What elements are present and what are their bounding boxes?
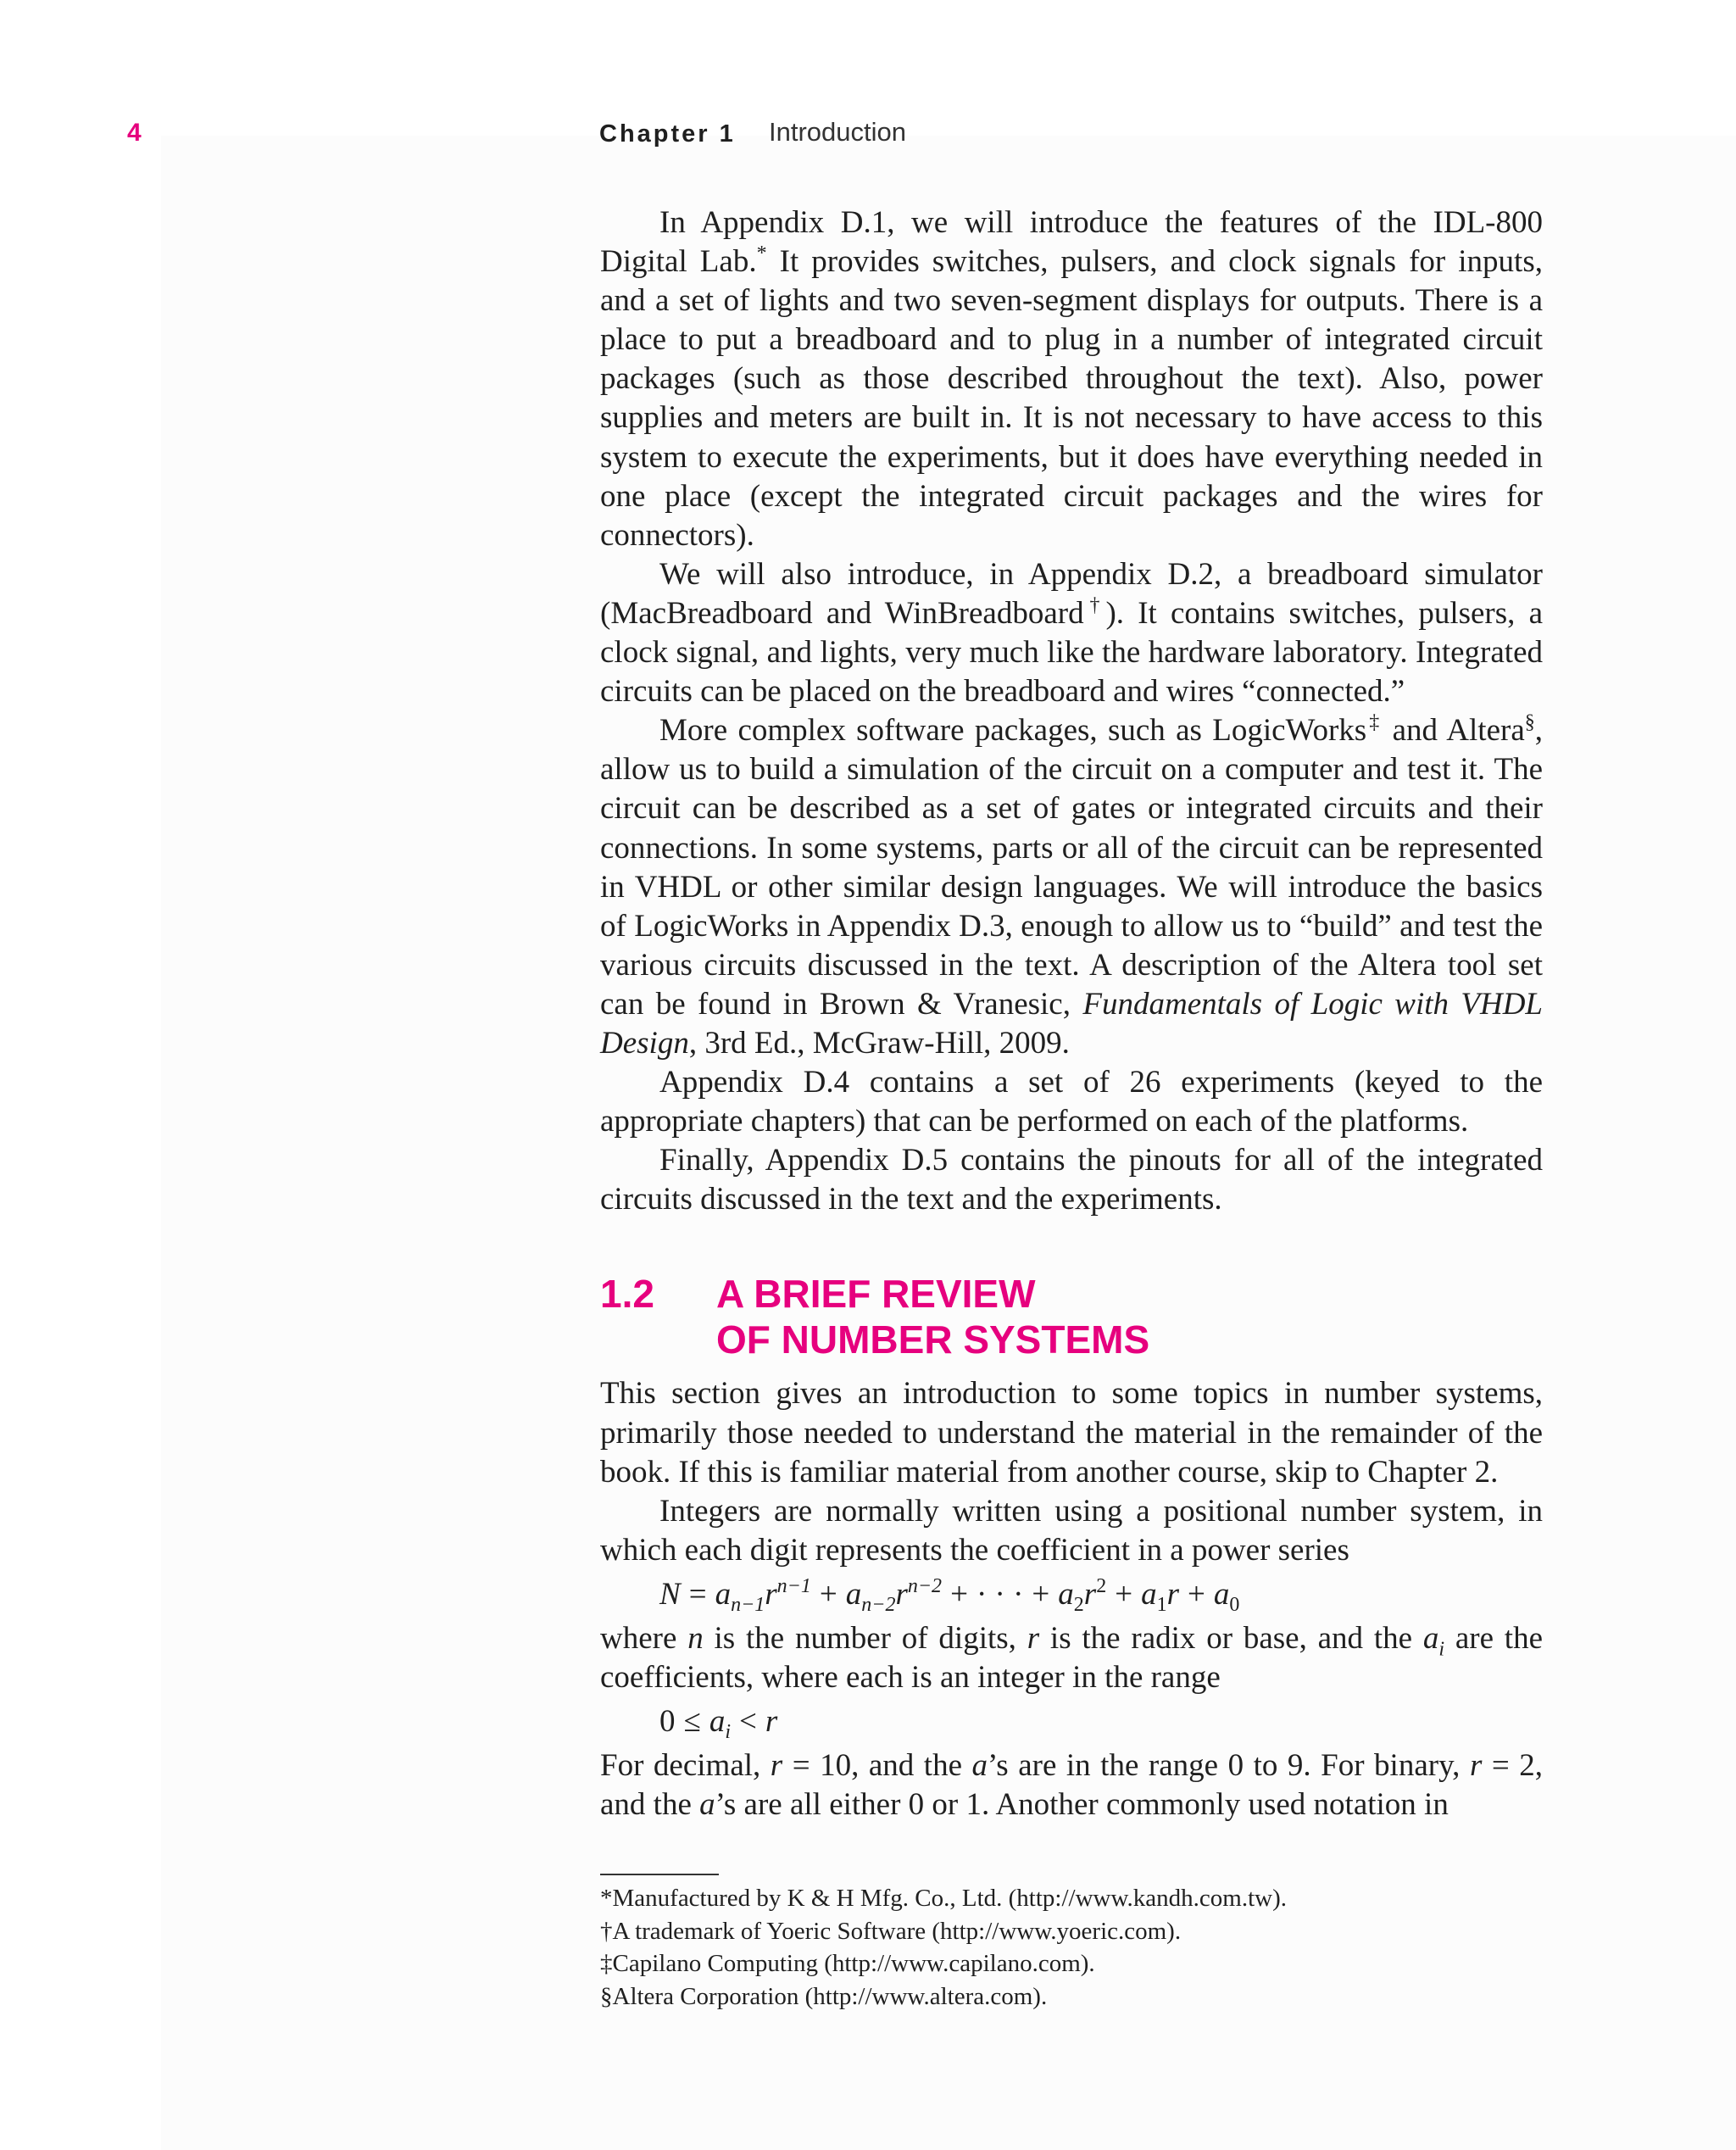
math-subscript: 2 — [1073, 1593, 1084, 1616]
math-symbol: a — [715, 1576, 732, 1612]
running-header — [0, 117, 1736, 151]
text-run: and Altera — [1382, 713, 1525, 749]
footnote: ‡Capilano Computing (http://www.capilano.com). — [600, 1950, 1095, 1978]
section-title — [716, 1271, 1149, 1362]
math-symbol: r — [1083, 1576, 1097, 1612]
section-number: 1.2 — [600, 1272, 654, 1317]
math-symbol: r — [1027, 1620, 1040, 1656]
math-symbol: a — [1141, 1576, 1157, 1612]
math-operator: + — [1115, 1576, 1133, 1612]
section-heading — [600, 1271, 1543, 1362]
chapter-title: Introduction — [769, 117, 906, 147]
math-operator: ≤ — [683, 1704, 701, 1740]
paragraph-idl800 — [600, 203, 1543, 555]
paragraph-pinouts: Finally, Appendix D.5 contains the pinouts for all of the integrated circuits discussed in the text and the experiments. — [600, 1143, 1543, 1217]
text-run: , allow us to build a simulation of the circuit on a computer and test it. The circuit can be described as a set of gates or integrated circuits and their connections. In some systems, parts or all of the circuit can be represented in VHDL or other similar design languages. We will introduce the basics of LogicWorks in Appendix D.3, enough to allow us to “build” and test the various circuits discussed in the text. A description of the Altera tool set can be found in Brown & Vranesic, — [600, 713, 1544, 1022]
math-subscript: 1 — [1156, 1593, 1167, 1616]
text-column — [600, 203, 1543, 2013]
math-symbol: r — [1469, 1748, 1483, 1784]
footnote-mark: § — [1524, 711, 1535, 734]
math-superscript: n−1 — [776, 1574, 811, 1597]
paragraph-experiments: Appendix D.4 contains a set of 26 experiments (keyed to the appropriate chapters) that can be performed on each of the platforms. — [600, 1065, 1543, 1139]
text-run: = 2, and the — [600, 1748, 1544, 1823]
math-ellipsis: · · · — [976, 1576, 1024, 1612]
power-series-equation — [659, 1570, 1543, 1619]
text-run: where — [600, 1620, 688, 1656]
paragraph-logicworks — [600, 711, 1543, 1063]
footnote-mark: † — [1083, 593, 1106, 616]
math-symbol: a — [699, 1787, 715, 1823]
footnote-mark: ‡ — [1366, 711, 1383, 734]
footnote-mark: * — [756, 242, 767, 265]
math-operator: + — [1187, 1576, 1205, 1612]
paragraph-digits — [600, 1619, 1543, 1697]
section-title-line: OF NUMBER SYSTEMS — [716, 1317, 1150, 1362]
math-symbol: n — [687, 1620, 704, 1656]
math-operator: = — [688, 1576, 707, 1612]
math-operator: + — [950, 1576, 968, 1612]
math-operator: + — [819, 1576, 837, 1612]
math-superscript: n−2 — [907, 1574, 943, 1597]
math-symbol: a — [1422, 1620, 1439, 1656]
math-subscript: 0 — [1229, 1593, 1240, 1616]
text-run: We will also introduce, in Appendix D.2, a breadboard simulator (MacBreadboard and WinBreadboard — [600, 556, 1543, 631]
text-run: ’s are all either 0 or 1. Another commonly used notation in — [715, 1787, 1449, 1823]
footnote: †A trademark of Yoeric Software (http://www.yoeric.com). — [600, 1917, 1182, 1945]
paragraph-section-intro: This section gives an introduction to some topics in number systems, primarily those needed to understand the material in the remainder of the book. If this is familiar material from another course, skip to Chapter 2. — [600, 1376, 1543, 1490]
math-subscript: i — [725, 1721, 731, 1744]
math-symbol: N — [659, 1576, 681, 1612]
math-symbol: r — [765, 1704, 778, 1740]
text-run: is the number of digits, — [703, 1620, 1027, 1656]
paragraph-positional: Integers are normally written using a positional number system, in which each digit represents the coefficient in a power series — [600, 1493, 1543, 1568]
math-symbol: a — [971, 1748, 988, 1784]
math-operator: < — [738, 1704, 757, 1740]
math-subscript: i — [1438, 1638, 1445, 1661]
math-operator: + — [1032, 1576, 1050, 1612]
math-subscript: n−2 — [861, 1593, 896, 1616]
math-symbol: 0 — [659, 1704, 676, 1740]
math-superscript: 2 — [1096, 1574, 1107, 1597]
text-run: , 3rd Ed., McGraw-Hill, 2009. — [688, 1025, 1070, 1061]
math-symbol: a — [1058, 1576, 1074, 1612]
book-title: Fundamentals of Logic with VHDL Design — [600, 986, 1544, 1061]
paragraph-decimal-binary — [600, 1746, 1543, 1824]
math-symbol: a — [845, 1576, 862, 1612]
math-symbol: r — [770, 1748, 783, 1784]
text-run: ). It contains switches, pulsers, a clock signal, and lights, very much like the hardware laboratory. Integrated circuits can be placed on the breadboard and wires “connected.” — [600, 595, 1543, 710]
page-number: 4 — [127, 119, 142, 147]
math-symbol: r — [895, 1576, 908, 1612]
text-run: is the radix or base, and the — [1039, 1620, 1423, 1656]
text-run: For decimal, — [600, 1748, 771, 1784]
math-symbol: a — [1213, 1576, 1230, 1612]
text-run: More complex software packages, such as LogicWorks — [659, 713, 1367, 749]
math-subscript: n−1 — [731, 1593, 765, 1616]
text-run: = 10, and the — [782, 1748, 972, 1784]
text-run: In Appendix D.1, we will introduce the features of the IDL-800 Digital Lab. — [600, 205, 1543, 280]
text-run: It provides switches, pulsers, and clock signals for inputs, and a set of lights and two seven-segment displays for outputs. There is a place to put a breadboard and to plug in a number of integrated circuit packages (such as those described throughout the text). Also, power supplies and meters are built in. It is not necessary to have access to this system to execute the experiments, but it does have everything needed in one place (except the integrated circuit packages and the wires for connectors). — [600, 244, 1543, 553]
footnote: §Altera Corporation (http://www.altera.com). — [600, 1982, 1048, 2010]
math-symbol: r — [765, 1576, 777, 1612]
footnote: *Manufactured by K & H Mfg. Co., Ltd. (http://www.kandh.com.tw). — [600, 1885, 1287, 1913]
range-equation — [659, 1697, 1543, 1746]
text-run: ’s are in the range 0 to 9. For binary, — [988, 1748, 1470, 1784]
footnote-divider — [600, 1874, 719, 1875]
math-symbol: r — [1166, 1576, 1179, 1612]
paragraph-breadboard — [600, 555, 1543, 711]
math-symbol: a — [709, 1704, 726, 1740]
chapter-label: Chapter 1 — [599, 120, 736, 148]
section-title-line: A BRIEF REVIEW — [716, 1272, 1036, 1317]
text-run: are the coefficients, where each is an integer in the range — [600, 1620, 1543, 1695]
